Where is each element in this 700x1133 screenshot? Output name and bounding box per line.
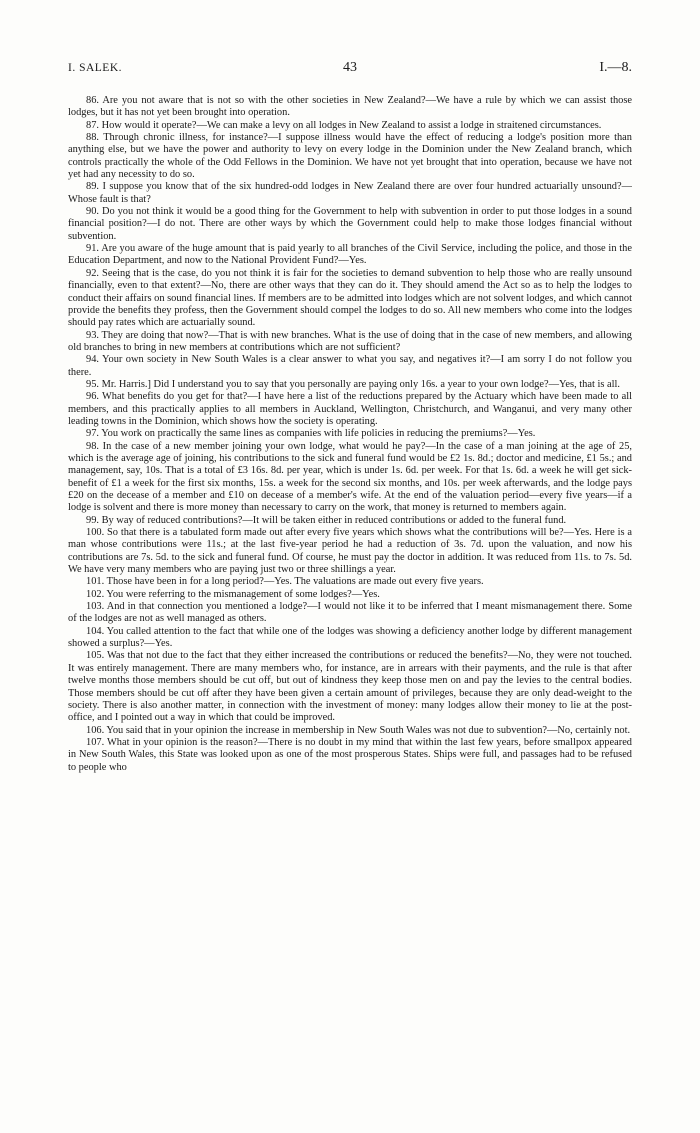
question-93: 93. They are doing that now?—That is with new branches. What is the use of doing that in the case of new members, and allowing old branches to bring in new members at contributions which are not sufficient? <box>68 329 632 353</box>
question-100: 100. So that there is a tabulated form made out after every five years which shows what the contributions will be?—Yes. Here is a man whose contributions were 11s.; at the last five-year period he had a reduction of 3s. 7d. upon the valuation, and now his contributions are 7s. 5d. to the sick and funeral fund. Of course, he must pay the doctor in addition. It was reduced from 11s. to 7s. 5d. We have very many members who are paying just two or three shillings a year. <box>68 527 632 576</box>
page-header <box>68 62 632 82</box>
question-99: 99. By way of reduced contributions?—It will be taken either in reduced contributions or added to the funeral fund. <box>86 514 567 526</box>
header-left-label: I. SALEK. <box>68 62 123 74</box>
question-102: 102. You were referring to the mismanagement of some lodges?—Yes. <box>86 588 380 600</box>
question-103: 103. And in that connection you mentioned a lodge?—I would not like it to be inferred that I meant mismanagement there. Some of the lodges are not as well managed as others. <box>68 601 632 625</box>
question-97: 97. You work on practically the same lines as companies with life policies in reducing the premiums?—Yes. <box>86 428 536 440</box>
question-106: 106. You said that in your opinion the increase in membership in New South Wales was not due to subvention?—No, certainly not. <box>86 724 631 736</box>
question-105: 105. Was that not due to the fact that they either increased the contributions or reduced the benefits?—No, they were not touched. It was entirely management. There are many members who, for instance, are in arrears with their payments, and the rule is that after twelve months those members should be cut off, but out of kindness they keep those men on and pay the levies to the central bodies. Those members should be cut off after they have been given a certain amount of privileges, because they are only dead-weight to the society. There is also another matter, in connection with the investment of money: many lodges allow their money to lie at the post-office, and I pointed out a way in which that could be improved. <box>68 650 632 724</box>
question-92: 92. Seeing that is the case, do you not think it is fair for the societies to demand subvention to help those who are really unsound financially, even to that extent?—No, there are other ways that they can do it. They should amend the Act so as to help the lodges to conduct their affairs on sound financial lines. If members are to be admitted into lodges which are not solvent lodges, and which cannot provide the benefits they profess, then the Government should compel the lodges to do so. All new members who come into the lodges should pay rates which are actuarially sound. <box>68 267 632 329</box>
question-96: 96. What benefits do you get for that?—I have here a list of the reductions prepared by the Actuary which have been made to all members, and this practically applies to all members in Auckland, Wellington, Christchurch, and Wanganui, and very many other leading towns in the Dominion, which shows how the society is operating. <box>68 391 632 427</box>
question-91: 91. Are you aware of the huge amount that is paid yearly to all branches of the Civil Service, including the police, and those in the Education Department, and now to the National Provident Fund?—Yes. <box>68 243 632 267</box>
question-107: 107. What in your opinion is the reason?—There is no doubt in my mind that within the last few years, before smallpox appeared in New South Wales, this State was looked upon as one of the most prosperous States. Ships were full, and passages had to be refused to people who <box>68 736 632 773</box>
question-94: 94. Your own society in New South Wales is a clear answer to what you say, and negatives it?—I am sorry I do not follow you there. <box>68 354 632 378</box>
question-98: 98. In the case of a new member joining your own lodge, what would he pay?—In the case of a man joining at the age of 25, which is the average age of joining, his contributions to the sick and funeral fund would be £2 1s. 8d.; doctor and medicine, £1 5s.; and management, say, 10s. That is a total of £3 16s. 8d. per year, which is under 1s. 6d. per week. For that 1s. 6d. a week he will get sick-benefit of £1 a week for the first six months, 15s. a week for the second six months, and 10s. per week afterwards, and the lodge pays £20 on the decease of a member and £10 on decease of a member's wife. At the end of the valuation period—every five years—if a lodge is solvent and there is more money than necessary to carry on the work, that money is returned to members again. <box>68 440 632 514</box>
question-90: 90. Do you not think it would be a good thing for the Government to help with subvention in order to put those lodges in a sound financial position?—I do not. There are other ways by which the Government could help to make those lodges financial without subvention. <box>68 206 632 242</box>
document-reference: I.—8. <box>599 60 632 75</box>
question-104: 104. You called attention to the fact that while one of the lodges was showing a deficiency another lodge by different management showed a surplus?—Yes. <box>68 625 632 650</box>
question-95: 95. Mr. Harris.] Did I understand you to say that you personally are paying only 16s. a year to your own lodge?—Yes, that is all. <box>86 378 620 390</box>
question-89: 89. I suppose you know that of the six hundred-odd lodges in New Zealand there are over four hundred actuarially unsound?—Whose fault is that? <box>68 181 632 205</box>
question-86: 86. Are you not aware that is not so with the other societies in New Zealand?—We have a rule by which we can assist those lodges, but it has not yet been brought into operation. <box>68 95 632 119</box>
page-number: 43 <box>343 60 357 75</box>
question-88: 88. Through chronic illness, for instance?—I suppose illness would have the effect of reducing a lodge's position more than anything else, but we have the power and authority to levy on every lodge in the Dominion under the New Zealand branch, which controls practically the whole of the Odd Fellows in the Dominion. We have not yet brought that into operation, because we have not yet had any necessity to do so. <box>68 132 632 181</box>
evidence-body <box>68 95 632 1115</box>
question-87: 87. How would it operate?—We can make a levy on all lodges in New Zealand to assist a lodge in straitened circumstances. <box>86 119 602 131</box>
question-101: 101. Those have been in for a long period?—Yes. The valuations are made out every five years. <box>86 576 484 588</box>
